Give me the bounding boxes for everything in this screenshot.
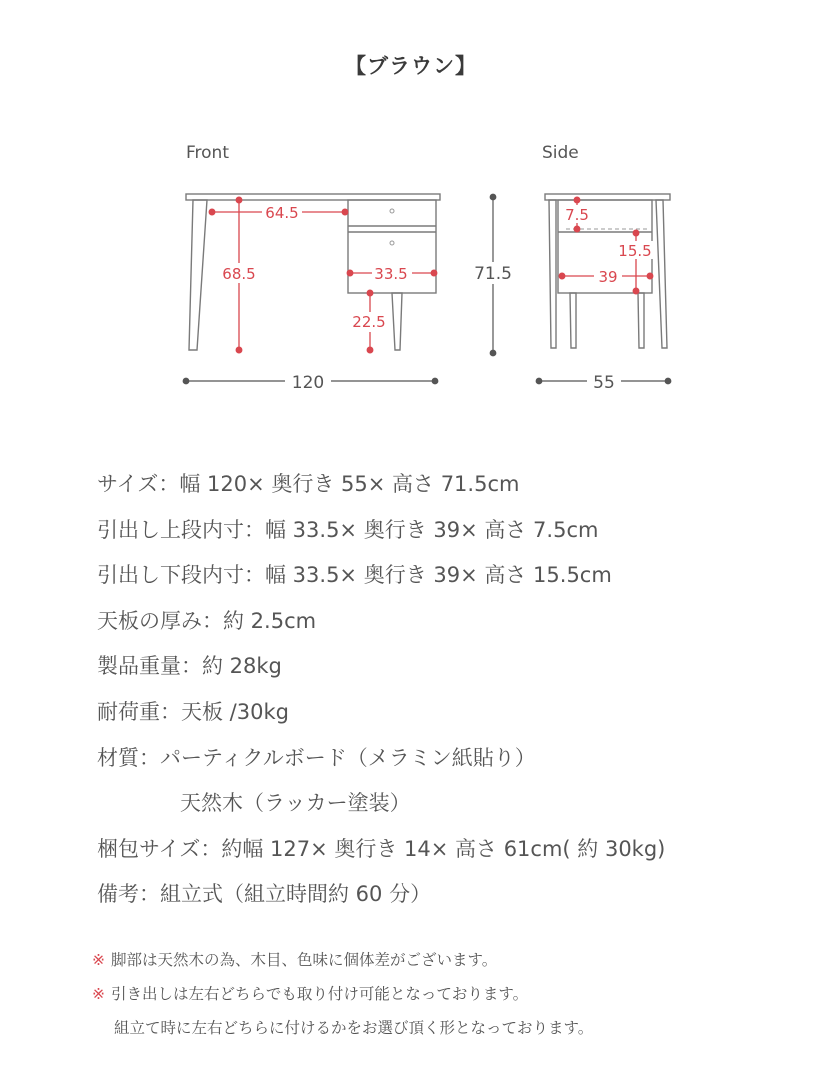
spec-material: 材質：パーティクルボード（メラミン紙貼り） xyxy=(97,745,536,770)
dim-dot xyxy=(574,197,580,203)
dim-dot xyxy=(490,350,496,356)
dim-dot xyxy=(431,270,437,276)
note-mark: ※ xyxy=(92,951,105,969)
dim-dot xyxy=(536,378,542,384)
dim-dot xyxy=(665,378,671,384)
note-text: 組立て時に左右どちらに付けるかをお選び頂く形となっております。 xyxy=(114,1019,594,1037)
dim-label-drawer-width: 33.5 xyxy=(374,265,408,283)
page-title: 【ブラウン】 xyxy=(345,54,477,78)
front-drawer-knobs xyxy=(390,209,394,245)
notes xyxy=(92,943,593,1045)
dim-label-drawer-clearance: 22.5 xyxy=(352,313,386,331)
note-text: 引き出しは左右どちらでも取り付け可能となっております。 xyxy=(111,985,529,1003)
spec-weight: 製品重量：約 28kg xyxy=(97,654,282,679)
lower-drawer-knob xyxy=(390,241,394,245)
dim-dot xyxy=(367,347,373,353)
front-view-label: Front xyxy=(186,143,229,163)
dim-label-total-height: 71.5 xyxy=(474,264,512,284)
dim-dot xyxy=(647,273,653,279)
spec-upper-drawer: 引出し上段内寸：幅 33.5× 奥行き 39× 高さ 7.5cm xyxy=(97,517,599,542)
front-right-leg xyxy=(392,293,402,350)
dim-dot xyxy=(633,288,639,294)
note-item xyxy=(92,977,593,1011)
spec-material-continued: 天然木（ラッカー塗装） xyxy=(180,791,411,816)
dim-dot xyxy=(183,378,189,384)
dim-label-lower-drawer: 15.5 xyxy=(618,242,652,260)
note-text: 脚部は天然木の為、木目、色味に個体差がございます。 xyxy=(111,951,498,969)
dim-dot xyxy=(236,197,242,203)
front-left-leg xyxy=(189,200,207,350)
upper-drawer-knob xyxy=(390,209,394,213)
note-item xyxy=(92,943,593,977)
dim-label-total-depth: 55 xyxy=(593,373,615,393)
dim-label-inner-width: 64.5 xyxy=(265,204,299,222)
side-right-outer-leg xyxy=(656,200,667,348)
spec-remarks: 備考：組立式（組立時間約 60 分） xyxy=(97,882,432,907)
note-mark: ※ xyxy=(92,985,105,1003)
dim-label-inner-height: 68.5 xyxy=(222,265,256,283)
dim-dot xyxy=(236,347,242,353)
spec-list xyxy=(97,462,665,918)
dim-dot xyxy=(209,209,215,215)
desk-dimension-diagram xyxy=(0,0,822,440)
spec-top-thickness: 天板の厚み：約 2.5cm xyxy=(97,608,317,633)
side-left-outer-leg xyxy=(549,200,556,348)
spec-size: サイズ：幅 120× 奥行き 55× 高さ 71.5cm xyxy=(97,472,520,496)
dim-label-upper-drawer: 7.5 xyxy=(565,206,589,224)
dim-dot xyxy=(347,270,353,276)
front-tabletop xyxy=(186,194,440,200)
note-item-continued xyxy=(92,1011,593,1045)
side-right-inner-leg xyxy=(638,293,644,348)
dim-label-drawer-depth: 39 xyxy=(598,268,618,286)
dim-dot xyxy=(559,273,565,279)
dim-label-total-width: 120 xyxy=(291,373,325,393)
spec-package-size: 梱包サイズ：約幅 127× 奥行き 14× 高さ 61cm( 約 30kg) xyxy=(97,836,666,861)
dim-dot xyxy=(342,209,348,215)
dim-dot xyxy=(574,226,580,232)
dim-dot xyxy=(490,194,496,200)
dim-dot xyxy=(633,230,639,236)
spec-load-capacity: 耐荷重：天板 /30kg xyxy=(97,699,289,724)
side-tabletop xyxy=(545,194,670,200)
dim-dot xyxy=(432,378,438,384)
dim-dot xyxy=(367,290,373,296)
side-view-label: Side xyxy=(542,143,579,163)
spec-lower-drawer: 引出し下段内寸：幅 33.5× 奥行き 39× 高さ 15.5cm xyxy=(97,563,612,588)
side-left-inner-leg xyxy=(570,293,576,348)
